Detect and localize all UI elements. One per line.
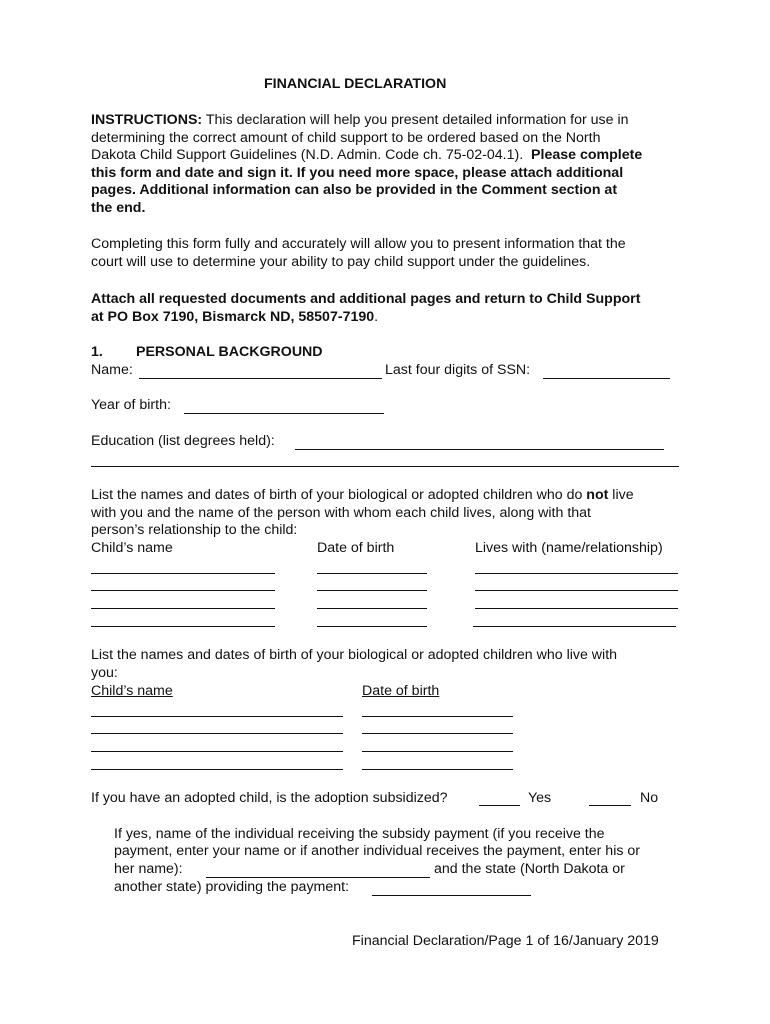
col-childs-name: Child’s name xyxy=(91,540,173,556)
ssn-label: Last four digits of SSN: xyxy=(385,362,531,378)
l-child-name-field-2[interactable] xyxy=(91,733,343,734)
instructions-label: INSTRUCTIONS: xyxy=(91,112,203,128)
instructions-line3b: Please complete xyxy=(531,147,643,164)
instructions-line3a: Dakota Child Support Guidelines (N.D. Admin. Code ch. 75-02-04.1). xyxy=(91,147,524,164)
l-child-name-field-4[interactable] xyxy=(91,769,343,770)
ifyes-line1: If yes, name of the individual receiving the subsidy payment (if you receive the xyxy=(114,826,605,842)
nl-child-dob-field-1[interactable] xyxy=(317,573,427,574)
year-of-birth-field[interactable] xyxy=(184,413,384,414)
instructions-line1: This declaration will help you present detailed information for use in xyxy=(205,112,629,128)
adoption-no-label: No xyxy=(640,790,659,806)
year-of-birth-label: Year of birth: xyxy=(91,397,171,413)
children-not-living-intro1c: live xyxy=(608,487,634,503)
adoption-no-field[interactable] xyxy=(589,805,631,806)
adoption-yes-field[interactable] xyxy=(479,805,520,806)
nl-child-name-field-1[interactable] xyxy=(91,573,275,574)
education-label: Education (list degrees held): xyxy=(91,433,275,449)
completing-paragraph xyxy=(91,236,691,271)
l-child-dob-field-3[interactable] xyxy=(362,751,513,752)
adoption-yes-label: Yes xyxy=(528,790,552,806)
l-child-dob-field-4[interactable] xyxy=(362,769,513,770)
l-child-name-field-1[interactable] xyxy=(91,716,343,717)
ifyes-line2: payment, enter your name or if another individual receives the payment, enter his or xyxy=(114,843,641,859)
ifyes-line3a: her name): xyxy=(114,861,183,877)
l-child-dob-field-1[interactable] xyxy=(362,716,513,717)
attach-paragraph xyxy=(91,291,691,326)
nl-child-name-field-4[interactable] xyxy=(91,626,275,627)
col-living-date-of-birth: Date of birth xyxy=(362,683,440,699)
nl-child-dob-field-3[interactable] xyxy=(317,608,427,609)
attach-line1: Attach all requested documents and additional pages and return to Child Support xyxy=(91,291,641,307)
children-living-intro2: you: xyxy=(91,664,118,681)
name-field[interactable] xyxy=(139,378,382,379)
instructions-paragraph xyxy=(91,112,691,218)
section1-heading: PERSONAL BACKGROUND xyxy=(136,344,323,360)
education-field-line2[interactable] xyxy=(91,466,679,467)
children-not-living-intro2: with you and the name of the person with whom each child lives, along with that xyxy=(91,504,591,521)
page-footer: Financial Declaration/Page 1 of 16/January 2019 xyxy=(352,933,659,949)
col-living-childs-name: Child’s name xyxy=(91,683,173,699)
children-not-living-intro1a: List the names and dates of birth of your biological or adopted children who do xyxy=(91,487,587,503)
nl-child-lives-field-4[interactable] xyxy=(473,626,676,627)
subsidy-state-field[interactable] xyxy=(372,895,531,896)
section1-number: 1. xyxy=(91,344,103,360)
col-date-of-birth: Date of birth xyxy=(317,540,395,556)
ssn-field[interactable] xyxy=(543,378,670,379)
ifyes-line4: another state) providing the payment: xyxy=(114,879,350,895)
completing-line1: Completing this form fully and accurately will allow you to present information that the xyxy=(91,236,626,252)
children-living-intro xyxy=(91,647,691,682)
children-not-living-intro1b: not xyxy=(586,487,609,503)
nl-child-lives-field-1[interactable] xyxy=(475,573,678,574)
instructions-line6: the end. xyxy=(91,199,146,216)
nl-child-dob-field-2[interactable] xyxy=(317,590,427,591)
children-living-intro1: List the names and dates of birth of your biological or adopted children who live with xyxy=(91,647,618,663)
children-not-living-intro3: person’s relationship to the child: xyxy=(91,522,298,539)
nl-child-dob-field-4[interactable] xyxy=(317,626,427,627)
subsidy-recipient-field[interactable] xyxy=(206,877,430,878)
nl-child-name-field-2[interactable] xyxy=(91,590,275,591)
nl-child-name-field-3[interactable] xyxy=(91,608,275,609)
attach-line2: at PO Box 7190, Bismarck ND, 58507-7190 xyxy=(91,308,375,325)
instructions-line4: this form and date and sign it. If you need more space, please attach additional xyxy=(91,164,624,181)
name-label: Name: xyxy=(91,362,133,378)
l-child-dob-field-2[interactable] xyxy=(362,733,513,734)
completing-line2: court will use to determine your ability to pay child support under the guidelines. xyxy=(91,253,591,270)
nl-child-lives-field-3[interactable] xyxy=(475,608,678,609)
col-lives-with: Lives with (name/relationship) xyxy=(475,540,663,556)
nl-child-lives-field-2[interactable] xyxy=(475,590,678,591)
education-field[interactable] xyxy=(295,449,664,450)
attach-period: . xyxy=(374,308,379,325)
children-not-living-intro xyxy=(91,487,691,540)
adoption-question: If you have an adopted child, is the adoption subsidized? xyxy=(91,790,448,806)
instructions-line2: determining the correct amount of child support to be ordered based on the North xyxy=(91,129,601,146)
ifyes-line3b: and the state (North Dakota or xyxy=(434,861,625,877)
l-child-name-field-3[interactable] xyxy=(91,751,343,752)
instructions-line5: pages. Additional information can also be provided in the Comment section at xyxy=(91,182,618,199)
page-title: FINANCIAL DECLARATION xyxy=(264,76,447,92)
